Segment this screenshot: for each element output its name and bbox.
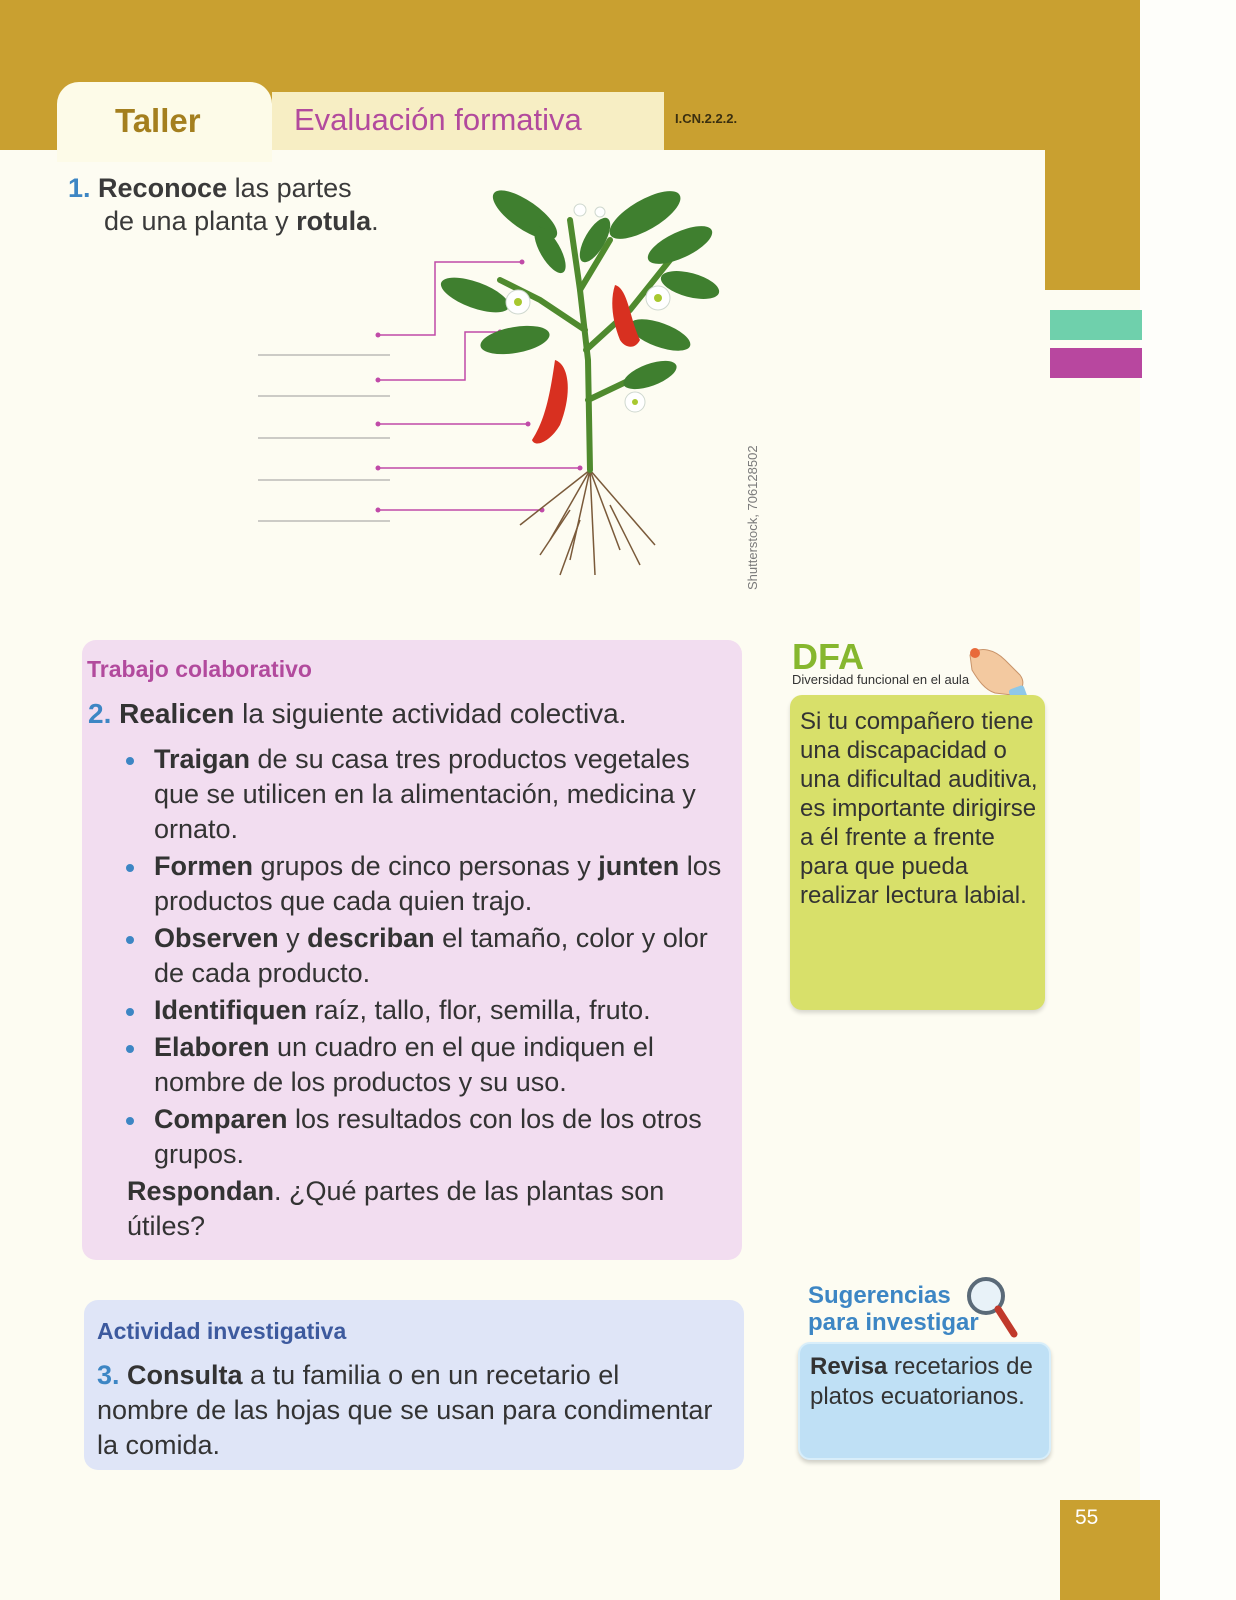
dfa-note-text: Si tu compañero tiene una discapacidad o una dificultad auditiva, es importante dirigirse a él frente a frente para que pueda realizar lectura labial. bbox=[800, 708, 1038, 909]
question-text-2: de una planta y bbox=[104, 206, 297, 236]
list-item bbox=[124, 1030, 724, 1100]
item-verb: Comparen bbox=[154, 1104, 288, 1134]
question-2 bbox=[88, 698, 627, 730]
roots bbox=[520, 470, 655, 575]
list-item bbox=[124, 1102, 724, 1172]
question-end: . bbox=[371, 206, 379, 236]
side-band bbox=[1045, 0, 1140, 290]
item-text: y bbox=[278, 923, 308, 953]
activity-list bbox=[124, 742, 724, 1174]
evaluation-label: Evaluación formativa bbox=[294, 102, 582, 137]
magenta-stripe bbox=[1050, 348, 1142, 378]
page-number-tab bbox=[1060, 1500, 1160, 1600]
item-text-2: el tamaño, color y olor de cada producto. bbox=[154, 923, 708, 988]
suggestions-title bbox=[808, 1282, 979, 1336]
evaluation-tab bbox=[272, 92, 664, 150]
item-text: raíz, tallo, flor, semilla, fruto. bbox=[306, 995, 651, 1025]
question-number: 2. bbox=[88, 698, 112, 729]
list-item bbox=[124, 993, 724, 1028]
taller-label: Taller bbox=[115, 102, 201, 139]
item-text-2: los productos que cada quien trajo. bbox=[154, 851, 722, 916]
dfa-title: DFA bbox=[792, 636, 864, 677]
suggestions-text bbox=[810, 1352, 1045, 1412]
suggestions-verb: Revisa bbox=[810, 1353, 888, 1380]
magnifying-glass-icon bbox=[962, 1272, 1022, 1342]
question-verb: Realicen bbox=[119, 698, 235, 729]
item-text: los resultados con los de los otros grupos. bbox=[154, 1104, 702, 1169]
dfa-note-box bbox=[790, 695, 1045, 1010]
answer-lines bbox=[258, 355, 390, 521]
suggestions-title-line-1: Sugerencias bbox=[808, 1282, 951, 1309]
page-number: 55 bbox=[1075, 1506, 1099, 1529]
question-verb: Consulta bbox=[127, 1360, 243, 1390]
green-stripe bbox=[1050, 310, 1142, 340]
question-verb-2: rotula bbox=[296, 206, 372, 236]
collaborative-title: Trabajo colaborativo bbox=[87, 656, 312, 682]
question-text: a tu familia o en un recetario el nombre de las hojas que se usan para condimentar la comida. bbox=[97, 1360, 713, 1460]
dfa-subtitle: Diversidad funcional en el aula bbox=[792, 672, 970, 687]
question-number: 1. bbox=[68, 173, 91, 203]
question-3 bbox=[97, 1358, 717, 1463]
suggestions-body: recetarios de platos ecuatorianos. bbox=[810, 1353, 1033, 1410]
page-edge bbox=[1140, 0, 1236, 1600]
question-text: las partes bbox=[227, 173, 352, 203]
collaborative-work-box bbox=[82, 640, 742, 1260]
question-verb: Reconoce bbox=[98, 173, 228, 203]
item-text: un cuadro en el que indiquen el nombre de los productos y su uso. bbox=[154, 1032, 654, 1097]
question-number: 3. bbox=[97, 1360, 120, 1390]
list-item bbox=[124, 921, 724, 991]
item-verb: Elaboren bbox=[154, 1032, 270, 1062]
item-text: grupos de cinco personas y bbox=[253, 851, 599, 881]
question-text: la siguiente actividad colectiva. bbox=[234, 698, 627, 729]
taller-tab bbox=[57, 82, 272, 162]
item-text: de su casa tres productos vegetales que se utilicen en la alimentación, medicina y ornato. bbox=[154, 744, 696, 844]
item-verb-2: describan bbox=[307, 923, 435, 953]
item-verb: Formen bbox=[154, 851, 254, 881]
suggestions-title-line-2: para investigar bbox=[808, 1309, 979, 1336]
list-item bbox=[124, 849, 724, 919]
item-verb: Identifiquen bbox=[154, 995, 307, 1025]
respond-verb: Respondan bbox=[127, 1176, 275, 1206]
item-verb: Observen bbox=[154, 923, 279, 953]
pepper-plant-illustration bbox=[250, 180, 730, 580]
item-verb: Traigan bbox=[154, 744, 251, 774]
curriculum-code: I.CN.2.2.2. bbox=[675, 111, 738, 126]
list-item bbox=[124, 742, 724, 847]
respond-text: . ¿Qué partes de las plantas son útiles? bbox=[127, 1176, 665, 1241]
image-credit: Shutterstock, 706128502 bbox=[745, 445, 760, 590]
suggestions-box bbox=[798, 1342, 1051, 1460]
respond-prompt bbox=[127, 1174, 727, 1244]
research-activity-box bbox=[84, 1300, 744, 1470]
research-title: Actividad investigativa bbox=[97, 1318, 347, 1344]
item-verb-2: junten bbox=[598, 851, 680, 881]
